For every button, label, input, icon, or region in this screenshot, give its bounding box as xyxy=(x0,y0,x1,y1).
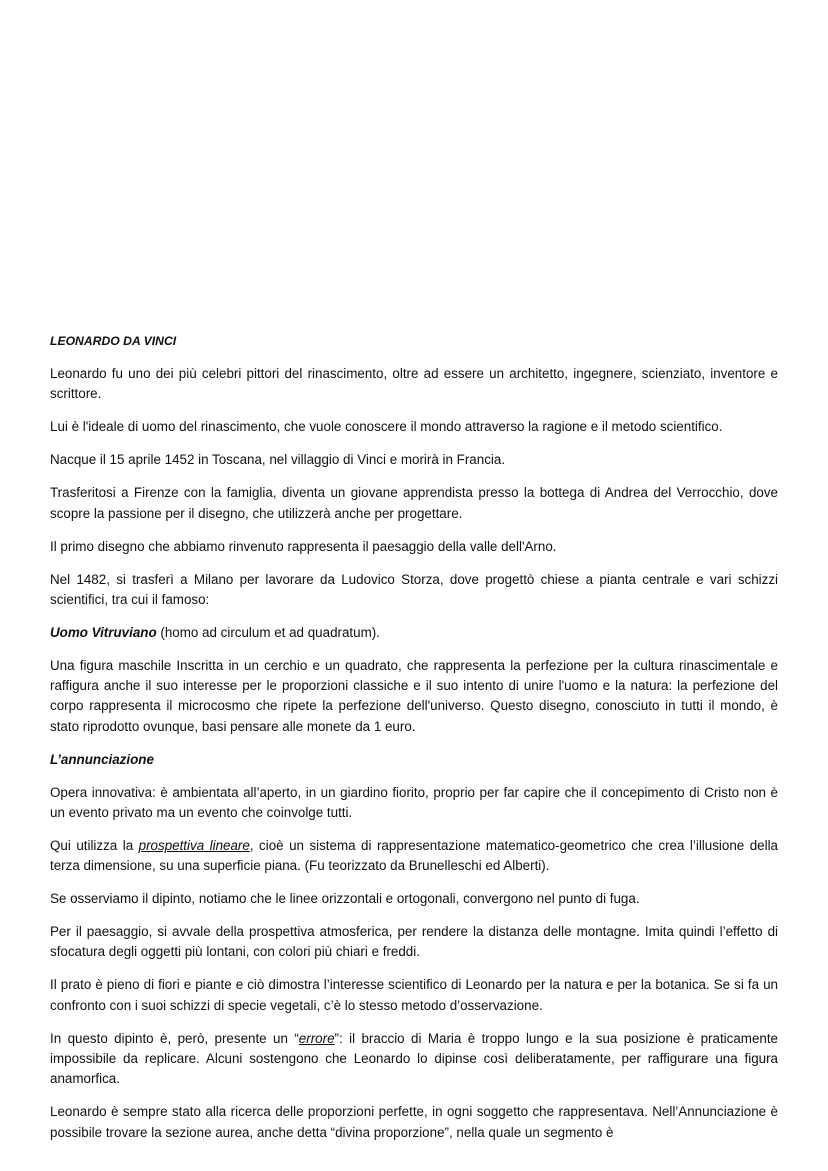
vitruvian-title: Uomo Vitruviano xyxy=(50,624,157,640)
paragraph-ideal: Lui è l'ideale di uomo del rinascimento, che vuole conoscere il mondo attraverso la ragione e il metodo scientifico. xyxy=(50,419,723,435)
paragraph-vitruvian xyxy=(50,623,778,643)
paragraph-vanishing-point: Se osserviamo il dipinto, notiamo che le linee orizzontali e ortogonali, convergono nel punto di fuga. xyxy=(50,891,640,907)
paragraph-vitruvian-description: Una figura maschile Inscritta in un cerchio e un quadrato, che rappresenta la perfezione per la cultura rinascimentale e raffigura anche il suo interesse per le proporzioni classiche e il suo intento di unire l'uomo e la natura: la perfezione del corpo rappresenta il microcosmo che ripete la perfezione dell'universo. Questo disegno, conosciuto in tutti il mondo, è stato riprodotto ovunque, basi pensare alle monete da 1 euro. xyxy=(50,657,778,734)
paragraph-botany: Il prato è pieno di fiori e piante e ciò dimostra l’interesse scientifico di Leonardo per la natura e per la botanica. Se si fa un confronto con i suoi schizzi di specie vegetali, c’è lo stesso metodo d’osservazione. xyxy=(50,977,778,1013)
paragraph-innovative: Opera innovativa: è ambientata all’aperto, in un giardino fiorito, proprio per far capire che il concepimento di Cristo non è un evento privato ma un evento che coinvolge tutti. xyxy=(50,784,778,820)
text-fragment: ”: il braccio di Maria è troppo lungo e la sua posizione è praticamente impossibile da replicare. Alcuni sostengono che Leonardo lo dipinse così deliberatamente, per raffigurare una figura anamorfica. xyxy=(50,1030,779,1087)
section-heading-annunciazione: L’annunciazione xyxy=(50,751,154,767)
term-errore: errore xyxy=(298,1030,335,1046)
paragraph-error xyxy=(50,1029,778,1090)
document-title: LEONARDO DA VINCI xyxy=(50,334,177,348)
paragraph-first-drawing: Il primo disegno che abbiamo rinvenuto rappresenta il paesaggio della valle dell'Arno. xyxy=(50,538,557,554)
paragraph-milan: Nel 1482, si trasferì a Milano per lavorare da Ludovico Storza, dove progettò chiese a pianta centrale e vari schizzi scientifici, tra cui il famoso: xyxy=(50,571,778,607)
paragraph-florence: Trasferitosi a Firenze con la famiglia, diventa un giovane apprendista presso la bottega di Andrea del Verrocchio, dove scopre la passione per il disegno, che utilizzerà anche per progettare. xyxy=(50,485,778,521)
paragraph-atmospheric: Per il paesaggio, si avvale della prospettiva atmosferica, per rendere la distanza delle montagne. Imita quindi l’effetto di sfocatura degli oggetti più lontani, con colori più chiari e freddi. xyxy=(50,924,778,960)
vitruvian-subtitle: (homo ad circulum et ad quadratum). xyxy=(156,624,380,640)
paragraph-linear-perspective xyxy=(50,836,778,877)
paragraph-intro: Leonardo fu uno dei più celebri pittori del rinascimento, oltre ad essere un architetto, ingegnere, scienziato, inventore e scrittore. xyxy=(50,365,778,402)
document-body xyxy=(50,331,778,1156)
paragraph-birth: Nacque il 15 aprile 1452 in Toscana, nel villaggio di Vinci e morirà in Francia. xyxy=(50,452,506,468)
paragraph-golden-ratio: Leonardo è sempre stato alla ricerca delle proporzioni perfette, in ogni soggetto che rappresentava. Nell’Annunciazione è possibile trovare la sezione aurea, anche detta “divina proporzione”, nella quale un segmento è xyxy=(50,1104,778,1140)
text-fragment: In questo dipinto è, però, presente un “ xyxy=(50,1030,299,1046)
term-prospettiva-lineare: prospettiva lineare xyxy=(138,837,250,853)
text-fragment: Qui utilizza la xyxy=(50,837,139,853)
text-fragment: , cioè un sistema di rappresentazione matematico-geometrico che crea l’illusione della terza dimensione, su una superficie piana. (Fu teorizzato da Brunelleschi ed Alberti). xyxy=(50,837,779,874)
